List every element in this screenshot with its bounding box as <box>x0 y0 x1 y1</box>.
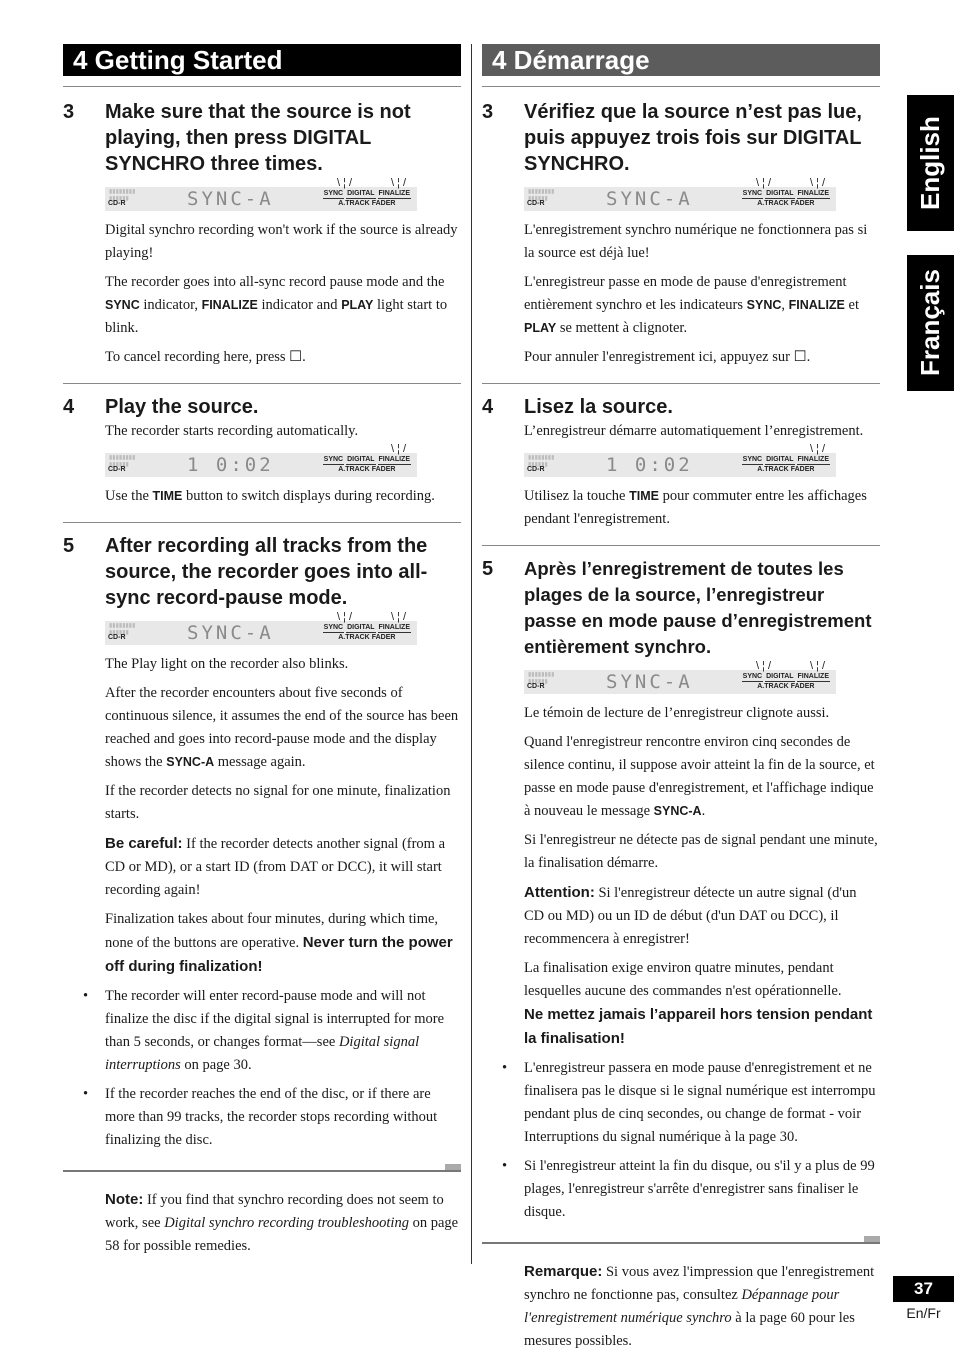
step-5-fr <box>482 556 880 1224</box>
step-title: Après l’enregistrement de toutes les plages de la source, l’enregistreur passe en mode pause d’enregistrement entièrement synchro. <box>524 558 872 657</box>
section-header-en: 4 Getting Started <box>63 44 461 76</box>
header-rule <box>63 86 461 87</box>
note-en <box>63 1188 461 1258</box>
paragraph: L’enregistreur démarre automatiquement l’enregistrement. <box>524 423 864 439</box>
paragraph: L'enregistreur passe en mode de pause d'enregistrement entièrement synchro et les indicateurs SYNC, FINALIZE et PLAY se mettent à clignoter. <box>524 274 859 336</box>
paragraph: The Play light on the recorder also blinks. <box>105 656 349 672</box>
step-title: Vérifiez que la source n’est pas lue, puis appuyez trois fois sur DIGITAL SYNCHRO. <box>524 101 862 175</box>
lcd-display: ▮▮▮▮▮▮▮▮ ▮▮▮▮▮▮ CD-R 1 0:02 \ ¦ / SYNC DIGITAL FINALIZE A.TRACK FADER <box>524 453 836 477</box>
note-fr <box>482 1260 880 1353</box>
blink-icon: \ ¦ / <box>337 611 353 623</box>
lcd-segment-text: SYNC-A <box>187 622 274 644</box>
list-item: • If the recorder reaches the end of the disc, or if there are more than 99 tracks, the recorder stops recording without finalizing the disc. <box>105 1083 461 1152</box>
lcd-segment-text: SYNC-A <box>606 671 693 693</box>
blink-icon: \ ¦ / <box>756 177 772 189</box>
lcd-cdr-label: CD-R <box>108 200 126 207</box>
list-item: • The recorder will enter record-pause mode and will not finalize the disc if the digital signal is interrupted for more than 5 seconds, or changes format—see Digital signal interruptions on page 30. <box>105 985 461 1077</box>
section-end-rule <box>482 1242 880 1244</box>
lcd-indicators: SYNC DIGITAL FINALIZE A.TRACK FADER <box>742 673 829 690</box>
header-rule <box>482 86 880 87</box>
french-column <box>482 44 880 1353</box>
paragraph: Utilisez la touche TIME pour commuter entre les affichages pendant l'enregistrement. <box>524 488 867 527</box>
list-item: • L'enregistreur passera en mode pause d'enregistrement et ne finalisera pas le disque si le signal numérique est interrompu pendant plus de cinq secondes, ou change de format - voir Interruptions du signal numérique à la page 30. <box>524 1057 880 1149</box>
step-4-en <box>63 394 461 508</box>
step-title: Lisez la source. <box>524 396 673 418</box>
lcd-display: ▮▮▮▮▮▮▮▮ ▮▮▮▮▮▮ CD-R 1 0:02 \ ¦ / SYNC DIGITAL FINALIZE A.TRACK FADER <box>105 453 417 477</box>
list-item: • Si l'enregistreur atteint la fin du disque, ou s'il y a plus de 99 plages, l'enregistreur s'arrête d'enregistrer sans finaliser le disque. <box>524 1155 880 1224</box>
paragraph: Quand l'enregistreur rencontre environ cinq secondes de silence continu, il suppose avoir atteint la fin de la source, et passe en mode pause d'enregistrement, et l'affichage indique à nouveau le message SYNC-A. <box>524 734 875 819</box>
lcd-indicators: SYNC DIGITAL FINALIZE A.TRACK FADER <box>323 624 410 641</box>
lcd-display: ▮▮▮▮▮▮▮▮ ▮▮▮▮▮▮ CD-R SYNC-A \ ¦ / \ ¦ / SYNC DIGITAL FINALIZE A.TRACK FADER <box>524 187 836 211</box>
blink-icon: \ ¦ / <box>810 660 826 672</box>
bullet-list <box>524 1057 880 1224</box>
lcd-indicators: SYNC DIGITAL FINALIZE A.TRACK FADER <box>742 190 829 207</box>
paragraph: To cancel recording here, press ☐. <box>105 349 306 365</box>
section-header-fr: 4 Démarrage <box>482 44 880 76</box>
step-number: 5 <box>63 535 75 557</box>
paragraph: The recorder goes into all-sync record pause mode and the SYNC indicator, FINALIZE indicator and PLAY light start to blink. <box>105 274 448 336</box>
lcd-indicators: SYNC DIGITAL FINALIZE A.TRACK FADER <box>323 190 410 207</box>
step-number: 4 <box>63 396 75 418</box>
blink-icon: \ ¦ / <box>337 177 353 189</box>
step-title: After recording all tracks from the source, the recorder goes into all-sync record-pause mode. <box>105 535 428 609</box>
step-number: 3 <box>482 101 494 123</box>
blink-icon: \ ¦ / <box>391 611 407 623</box>
lcd-segment-text: 1 0:02 <box>187 454 274 476</box>
lcd-indicators: SYNC DIGITAL FINALIZE A.TRACK FADER <box>742 456 829 473</box>
lcd-segment-text: SYNC-A <box>187 188 274 210</box>
lcd-segment-text: SYNC-A <box>606 188 693 210</box>
page-number: 37 <box>893 1276 954 1302</box>
lcd-display <box>105 177 417 211</box>
paragraph: L'enregistrement synchro numérique ne fonctionnera pas si la source est déjà lue! <box>524 222 868 261</box>
blink-icon: \ ¦ / <box>810 177 826 189</box>
step-number: 4 <box>482 396 494 418</box>
column-divider <box>471 44 472 1264</box>
divider <box>482 545 880 546</box>
lcd-display: ▮▮▮▮▮▮▮▮ ▮▮▮▮▮▮ CD-R SYNC-A \ ¦ / \ ¦ / SYNC DIGITAL FINALIZE A.TRACK FADER <box>105 621 417 645</box>
blink-icon: \ ¦ / <box>391 443 407 455</box>
note-paragraph: Note: If you find that synchro recording does not seem to work, see Digital synchro recording troubleshooting on page 58 for possible remedies. <box>105 1191 459 1254</box>
lcd-segment-text: 1 0:02 <box>606 454 693 476</box>
lcd-ghost-segments: ▮▮▮▮▮▮▮▮ ▮▮▮▮▮▮ <box>109 189 136 202</box>
paragraph: Si l'enregistreur ne détecte pas de signal pendant une minute, la finalisation démarre. <box>524 832 878 871</box>
paragraph: Finalization takes about four minutes, during which time, none of the buttons are operative. Never turn the power off during finalization! <box>105 911 453 975</box>
step-number: 3 <box>63 101 75 123</box>
note-paragraph: Remarque: Si vous avez l'impression que l'enregistrement synchro ne fonctionne pas, consultez Dépannage pour l'enregistrement numérique synchro à la page 60 pour les mesures possibles. <box>524 1263 875 1349</box>
paragraph: Digital synchro recording won't work if the source is already playing! <box>105 222 458 261</box>
section-end-rule <box>63 1170 461 1172</box>
blink-icon: \ ¦ / <box>810 443 826 455</box>
step-title: Play the source. <box>105 396 259 418</box>
paragraph: Use the TIME button to switch displays during recording. <box>105 488 435 504</box>
language-tab-english: English <box>907 95 954 231</box>
page-language-code: En/Fr <box>906 1305 941 1321</box>
step-title: Make sure that the source is not playing, then press DIGITAL SYNCHRO three times. <box>105 101 411 175</box>
paragraph: If the recorder detects no signal for one minute, finalization starts. <box>105 783 451 822</box>
divider <box>63 522 461 523</box>
paragraph: Le témoin de lecture de l’enregistreur clignote aussi. <box>524 705 830 721</box>
step-3-en <box>63 99 461 369</box>
step-number: 5 <box>482 558 494 580</box>
divider <box>63 383 461 384</box>
divider <box>482 383 880 384</box>
step-3-fr <box>482 99 880 369</box>
blink-icon: \ ¦ / <box>391 177 407 189</box>
caution-paragraph: Be careful: If the recorder detects another signal (from a CD or MD), or a start ID (from DAT or DCC), it will start recording again! <box>105 835 446 898</box>
step-4-fr <box>482 394 880 531</box>
paragraph: Pour annuler l'enregistrement ici, appuyez sur ☐. <box>524 349 811 365</box>
blink-icon: \ ¦ / <box>756 660 772 672</box>
lcd-indicators: SYNC DIGITAL FINALIZE A.TRACK FADER <box>323 456 410 473</box>
english-column <box>63 44 461 1258</box>
caution-paragraph: Attention: Si l'enregistreur détecte un autre signal (d'un CD ou MD) ou un ID de début (d'un DAT ou DCC), il recommencera à enregistrer! <box>524 884 857 947</box>
paragraph: After the recorder encounters about five seconds of continuous silence, it assumes the end of the source has been reached and goes into record-pause mode and the display shows the SYNC-A message again. <box>105 685 459 770</box>
step-5-en <box>63 533 461 1152</box>
language-tab-french: Français <box>907 255 954 391</box>
paragraph: La finalisation exige environ quatre minutes, pendant lesquelles aucune des commandes n'est opérationnelle. Ne mettez jamais l’appareil hors tension pendant la finalisation! <box>524 960 873 1047</box>
lcd-display: ▮▮▮▮▮▮▮▮ ▮▮▮▮▮▮ CD-R SYNC-A \ ¦ / \ ¦ / SYNC DIGITAL FINALIZE A.TRACK FADER <box>524 670 836 694</box>
bullet-list <box>105 985 461 1152</box>
paragraph: The recorder starts recording automatically. <box>105 423 359 439</box>
